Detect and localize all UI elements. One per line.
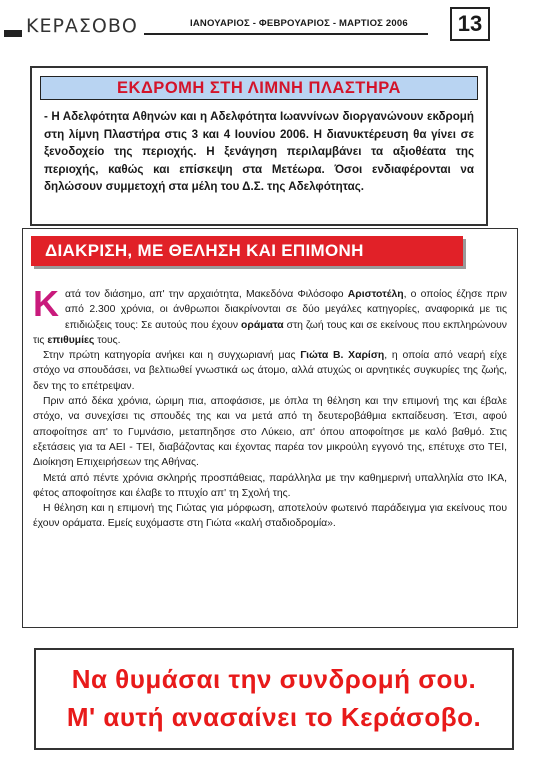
distinction-article-body (33, 283, 508, 532)
drop-cap: Κ (33, 283, 59, 324)
text-run: , η οποία από νεαρή είχε στόχο να σπουδάσει, να βελτιωθεί γνωστικά ως άτομο, αλλά ατυχώς οι αρνητικές συγκυρίες της ζωής, δεν της το επέτρεψαν. (33, 350, 508, 392)
paragraph-2 (33, 348, 507, 394)
paragraph-4: Μετά από πέντε χρόνια σκληρής προσπάθειας, παράλληλα με την καθημερινή υπαλληλία στο ΙΚΑ, φέτος αποφοίτησε και έλαβε το πτυχίο απ' τη Σχολή της. (33, 472, 507, 499)
issue-period: ΙΑΝΟΥΑΡΙΟΣ - ΦΕΒΡΟΥΑΡΙΟΣ - ΜΑΡΤΙΟΣ 2006 (190, 18, 408, 29)
text-run: τους. (94, 334, 121, 346)
trip-article-body: - Η Αδελφότητα Αθηνών και η Αδελφότητα Ιωαννίνων διοργανώνουν εκδρομή στη λίμνη Πλαστήρα στις 3 και 4 Ιουνίου 2006. Η διανυκτέρευση θα γίνει σε ξενοδοχείο της περιοχής. Η ξενάγηση περιλαμβάνει τα αξιοθέατα της περιοχής, καθώς και επίσκεψη στα Μετέωρα. Όσοι ενδιαφέρονται να δηλώσουν συμμετοχή στα μέλη του Δ.Σ. της Αδελφότητας. (44, 110, 474, 193)
banner-line-1: Να θυμάσαι την συνδρομή σου. (71, 664, 477, 694)
subscription-banner (34, 648, 514, 750)
paragraph-1 (33, 283, 507, 348)
emphasis-desires: επιθυμίες (47, 334, 95, 346)
magazine-name: ΚΕΡΑΣΟΒΟ (26, 15, 144, 37)
distinction-article (22, 228, 518, 628)
trip-article-title: ΕΚΔΡΟΜΗ ΣΤΗ ΛΙΜΝΗ ΠΛΑΣΤΗΡΑ (40, 76, 478, 100)
text-run: ατά τον διάσημο, απ' την αρχαιότητα, Μακεδόνα Φιλόσοφο (65, 289, 348, 300)
emphasis-visions: οράματα (241, 319, 284, 331)
text-run: στη ζωή τους και σε εκείνους που εκπληρώνουν τις (33, 319, 507, 346)
paragraph-5: Η θέληση και η επιμονή της Γιώτας για μόρφωση, αποτελούν φωτεινό παράδειγμα για εκείνους που έχουν οράματα. Εμείς ευχόμαστε στη Γιώτα «καλή σταδιοδρομία». (33, 503, 507, 530)
header-marker (4, 30, 22, 37)
banner-line-2: Μ' αυτή ανασαίνει το Κεράσοβο. (66, 702, 482, 732)
philosopher-name: Αριστοτέλη (347, 289, 404, 300)
page-number: 13 (450, 7, 490, 41)
person-name: Γιώτα Β. Χαρίση (300, 350, 385, 362)
paragraph-3: Πριν από δέκα χρόνια, ώριμη πια, αποφάσισε, με όπλα τη θέληση και την επιμονή της και έβαλε στόχο, να συνεχίσει τις σπουδές της και να μετά από τη δευτεροβάθμια εκπαίδευση. Έτσι, αφού αποφοίτησε απ' το Γυμνάσιο, μεταπηδησε στο Λύκειο, απ' όπου αποφοίτησε με καλό βαθμό. Στις εξετάσεις για τα ΑΕΙ - ΤΕΙ, διαβάζοντας και έχοντας παρέα τον μικρούλη εγγονό της, επέτυχε στο ΤΕΙ, Διοίκηση Επιχειρήσεων της Αθήνας. (33, 396, 507, 469)
distinction-article-title: ΔΙΑΚΡΙΣΗ, ΜΕ ΘΕΛΗΣΗ ΚΑΙ ΕΠΙΜΟΝΗ (31, 236, 463, 266)
text-run: Στην πρώτη κατηγορία ανήκει και η συγχωριανή μας (43, 350, 301, 362)
text-run: , ο οποίος έζησε πριν από 2.300 χρόνια, οι άνθρωποι διακρίνονται σε δύο μεγάλες κατηγορίες, αναφορικά με τις επιδιώξεις τους: Σε αυτούς που έχουν (65, 289, 507, 331)
page-header (0, 0, 544, 44)
trip-article (30, 66, 488, 226)
